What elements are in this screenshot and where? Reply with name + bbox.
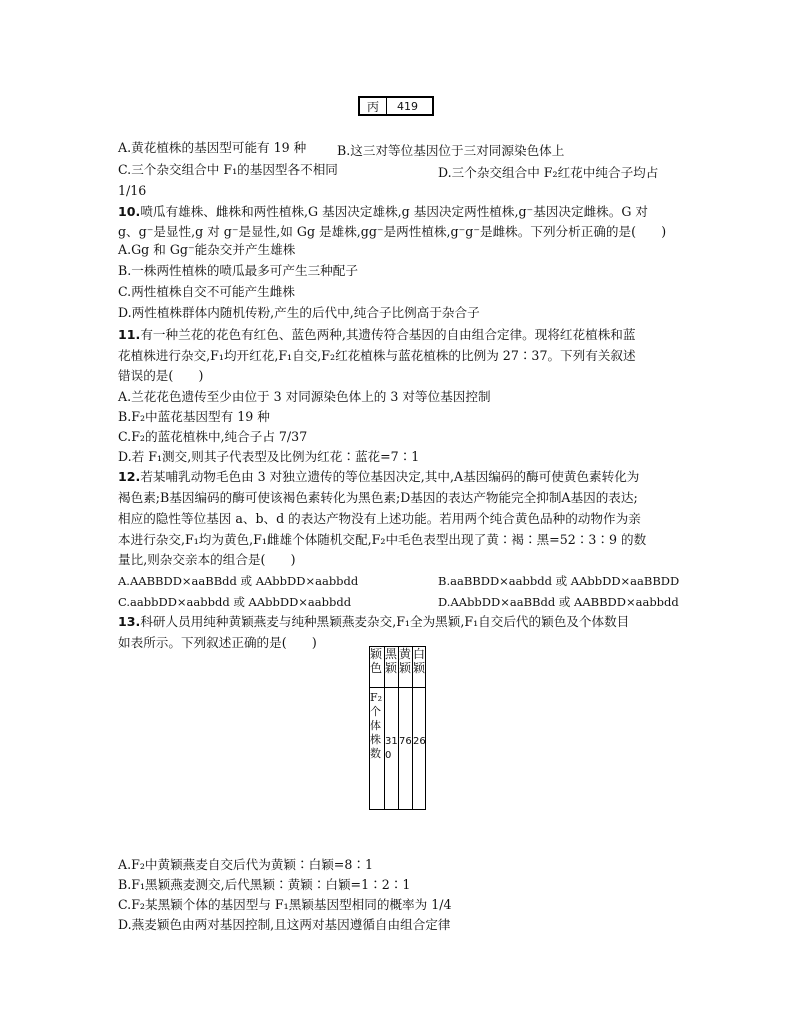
table-cell: 26 bbox=[413, 736, 426, 747]
top-table-cell: 419 bbox=[397, 99, 418, 113]
q12-stem-line1: 若某哺乳动物毛色由 3 对独立遗传的等位基因决定,其中,A基因编码的酶可使黄色素转化为 bbox=[140, 469, 640, 484]
q13-option-a: A.F₂中黄颖燕麦自交后代为黄颖∶白颖=8∶1 bbox=[118, 857, 373, 872]
q13-stem bbox=[118, 614, 629, 630]
q10-option-a: A.Gg 和 Gg⁻能杂交并产生雄株 bbox=[118, 242, 296, 257]
q13-stem-line2: 如表所示。下列叙述正确的是( ) bbox=[118, 635, 317, 650]
q13-table bbox=[369, 646, 426, 810]
q13-option-c: C.F₂某黑颖个体的基因型与 F₁黑颖基因型相同的概率为 1/4 bbox=[118, 897, 452, 912]
table-header: 白颖 bbox=[413, 647, 426, 675]
q12-option-d: D.AAbbDD×aaBBdd 或 AABBDD×aabbdd bbox=[438, 595, 679, 609]
q9-option-c: C.三个杂交组合中 F₁的基因型各不相同 bbox=[118, 162, 338, 177]
question-number: 10. bbox=[118, 204, 141, 219]
q12-option-c: C.aabbDD×aabbdd 或 AAbbDD×aabbdd bbox=[118, 595, 352, 609]
table-header: 颖色 bbox=[370, 647, 383, 675]
q12-option-b: B.aaBBDD×aabbdd 或 AAbbDD×aaBBDD bbox=[438, 574, 680, 588]
table-cell: 310 bbox=[385, 736, 398, 761]
q10-option-c: C.两性植株自交不可能产生雌株 bbox=[118, 284, 295, 299]
q10-stem bbox=[118, 204, 648, 220]
question-number: 13. bbox=[118, 614, 141, 629]
q10-option-d: D.两性植株群体内随机传粉,产生的后代中,纯合子比例高于杂合子 bbox=[118, 305, 480, 320]
q9-option-d-continued: 1/16 bbox=[118, 183, 147, 198]
q11-option-a: A.兰花花色遗传至少由位于 3 对同源染色体上的 3 对等位基因控制 bbox=[118, 389, 491, 404]
table-header: 黄颖 bbox=[399, 647, 412, 675]
q11-option-c: C.F₂的蓝花植株中,纯合子占 7/37 bbox=[118, 429, 308, 444]
q11-stem-line2: 花植株进行杂交,F₁均开红花,F₁自交,F₂红花植株与蓝花植株的比例为 27∶37。下列有关叙述 bbox=[118, 348, 636, 363]
table-row-label: F₂个体株数 bbox=[370, 691, 383, 760]
top-table bbox=[358, 96, 434, 116]
q12-stem-line5: 量比,则杂交亲本的组合是( ) bbox=[118, 552, 296, 567]
q12-stem bbox=[118, 469, 639, 485]
table-cell: 76 bbox=[399, 736, 412, 747]
question-number: 11. bbox=[118, 327, 141, 342]
question-number: 12. bbox=[118, 469, 141, 484]
q13-stem-line1: 科研人员用纯种黄颖燕麦与纯种黑颖燕麦杂交,F₁全为黑颖,F₁自交后代的颖色及个体数目 bbox=[140, 614, 630, 629]
q11-option-b: B.F₂中蓝花基因型有 19 种 bbox=[118, 409, 270, 424]
q13-option-d: D.燕麦颖色由两对基因控制,且这两对基因遵循自由组合定律 bbox=[118, 917, 451, 932]
q12-option-a: A.AABBDD×aaBBdd 或 AAbbDD×aabbdd bbox=[118, 574, 359, 588]
q13-option-b: B.F₁黑颖燕麦测交,后代黑颖∶黄颖∶白颖=1∶2∶1 bbox=[118, 877, 411, 892]
top-table-cell: 丙 bbox=[360, 98, 387, 114]
q12-stem-line2: 褐色素;B基因编码的酶可使该褐色素转化为黑色素;D基因的表达产物能完全抑制A基因的表达; bbox=[118, 490, 638, 505]
q11-option-d: D.若 F₁测交,则其子代表型及比例为红花∶蓝花=7∶1 bbox=[118, 449, 420, 464]
q11-stem bbox=[118, 327, 635, 343]
table-header: 黑颖 bbox=[385, 647, 398, 675]
q11-stem-line1: 有一种兰花的花色有红色、蓝色两种,其遗传符合基因的自由组合定律。现将红花植株和蓝 bbox=[140, 327, 636, 342]
q9-option-b: B.这三对等位基因位于三对同源染色体上 bbox=[337, 143, 565, 158]
q11-stem-line3: 错误的是( ) bbox=[118, 368, 204, 383]
q9-option-d: D.三个杂交组合中 F₂红花中纯合子均占 bbox=[438, 165, 659, 180]
q12-stem-line3: 相应的隐性等位基因 a、b、d 的表达产物没有上述功能。若用两个纯合黄色品种的动物作为亲 bbox=[118, 511, 641, 526]
q12-stem-line4: 本进行杂交,F₁均为黄色,F₁雌雄个体随机交配,F₂中毛色表型出现了黄∶褐∶黑=52∶3∶9 的数 bbox=[118, 532, 647, 547]
q10-stem-line1: 喷瓜有雄株、雌株和两性植株,G 基因决定雄株,g 基因决定两性植株,g⁻基因决定雌株。G 对 bbox=[140, 204, 649, 219]
q10-option-b: B.一株两性植株的喷瓜最多可产生三种配子 bbox=[118, 263, 358, 278]
q9-option-a: A.黄花植株的基因型可能有 19 种 bbox=[118, 140, 307, 155]
q10-stem-line2: g、g⁻是显性,g 对 g⁻是显性,如 Gg 是雄株,gg⁻是两性植株,g⁻g⁻是雌株。下列分析正确的是( ) bbox=[118, 224, 667, 239]
